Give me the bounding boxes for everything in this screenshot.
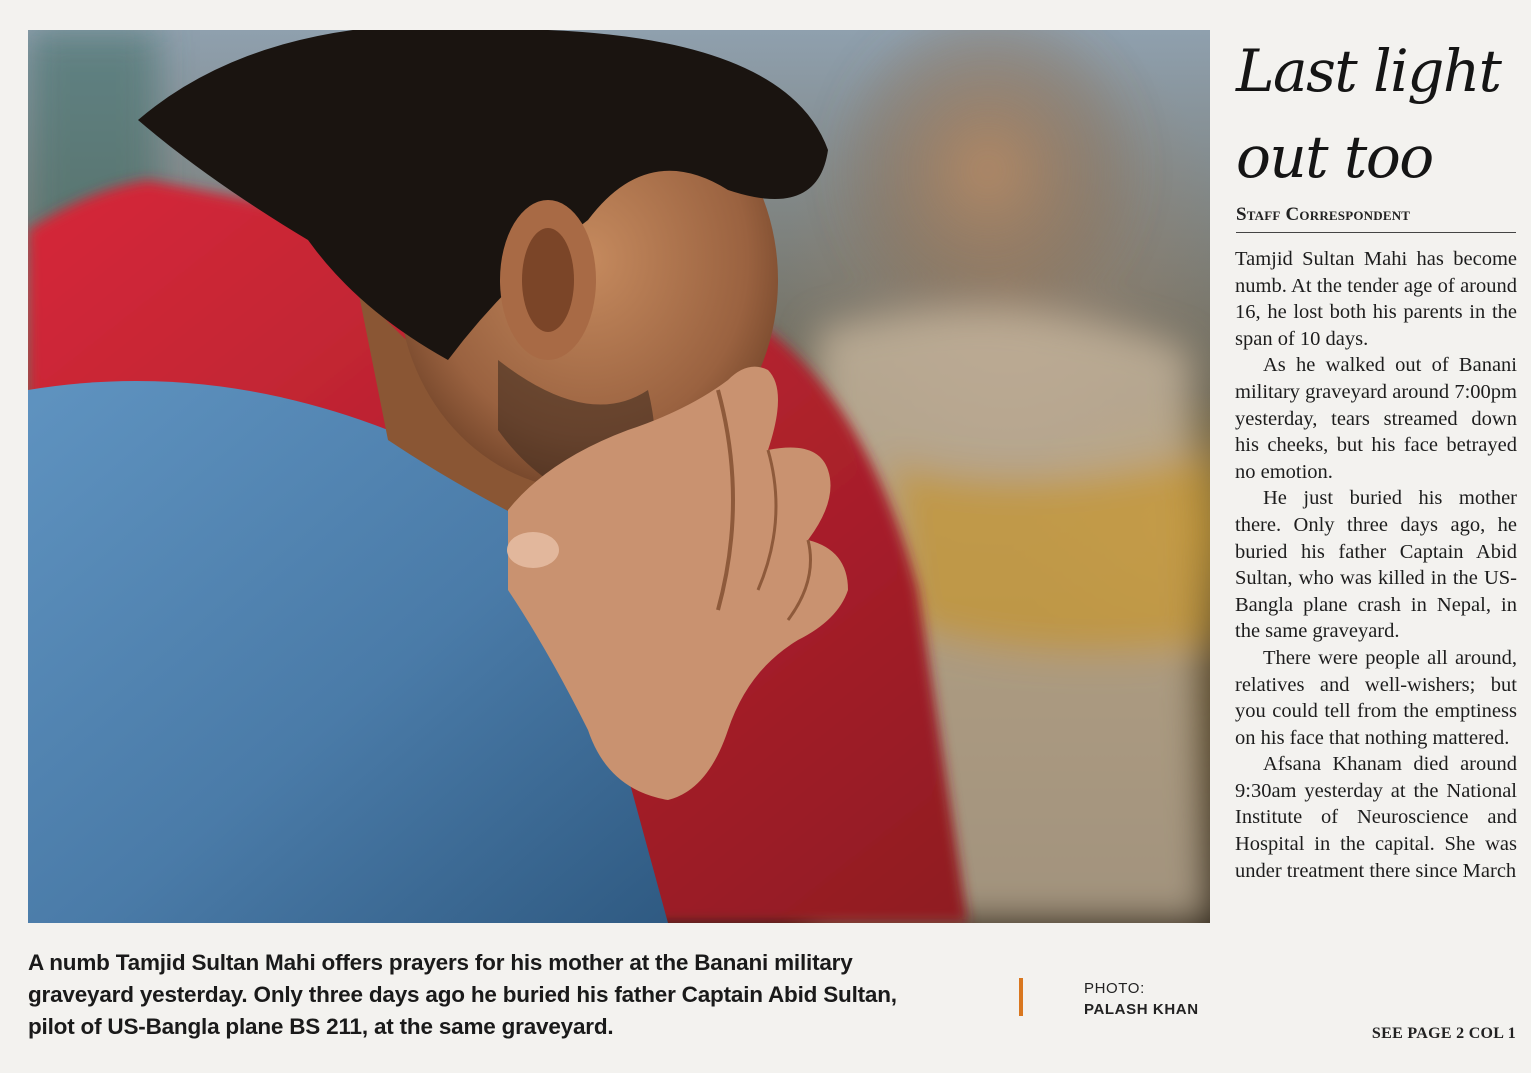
- headline: [1236, 28, 1526, 200]
- photo-credit: [1084, 978, 1199, 1020]
- photo-caption: A numb Tamjid Sultan Mahi offers prayers for his mother at the Banani military graveyard yesterday. Only three days ago he buried his father Captain Abid Sultan, pilot of US-Bangla plane BS 211, at the same graveyard.: [28, 950, 897, 1039]
- article-paragraph: He just buried his mother there. Only three days ago, he buried his father Captain Abid Sultan, who was killed in the US-Bangla plane crash in Nepal, in the same graveyard.: [1235, 487, 1517, 643]
- headline-line-1: Last light: [1236, 37, 1501, 105]
- news-photo: [28, 30, 1210, 923]
- article-paragraph: There were people all around, relatives and well-wishers; but you could tell from the emptiness on his face that nothing mattered.: [1235, 646, 1517, 749]
- photo-credit-name: PALASH KHAN: [1084, 1001, 1199, 1018]
- continued-on-page-link[interactable]: SEE PAGE 2 COL 1: [1371, 1025, 1516, 1042]
- article-body: [1235, 246, 1517, 884]
- headline-line-2: out too: [1236, 123, 1433, 191]
- article-paragraph: Tamjid Sultan Mahi has become numb. At the tender age of around 16, he lost both his parents in the span of 10 days.: [1235, 248, 1517, 350]
- photo-illustration: [28, 30, 1210, 923]
- article-paragraph: Afsana Khanam died around 9:30am yesterday at the National Institute of Neuroscience and Hospital in the capital. She was under treatment there since March: [1235, 753, 1517, 882]
- photo-credit-label: PHOTO:: [1084, 980, 1145, 997]
- article-paragraph: As he walked out of Banani military graveyard around 7:00pm yesterday, tears streamed down his cheeks, but his face betrayed no emotion.: [1235, 354, 1517, 483]
- caption-accent-bar: [1019, 978, 1023, 1016]
- byline: Staff Correspondent: [1236, 204, 1516, 233]
